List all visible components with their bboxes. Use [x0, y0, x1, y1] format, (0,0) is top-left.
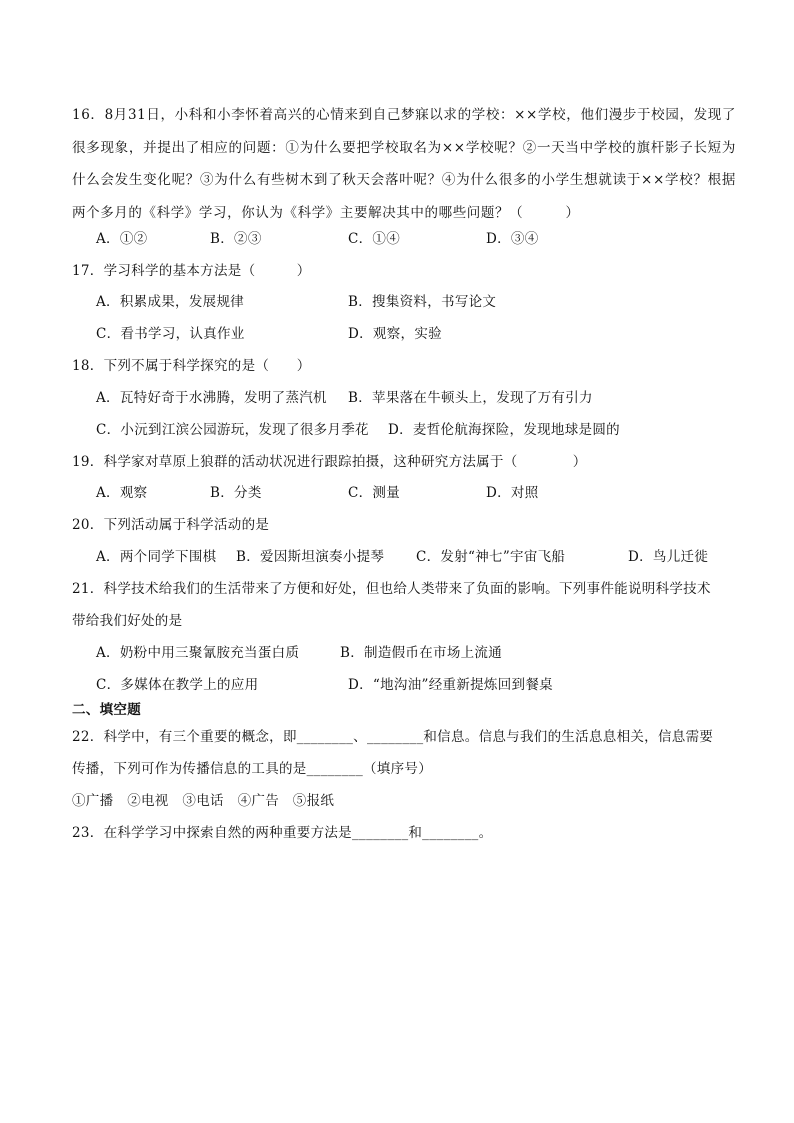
- q17-option-a: A．积累成果，发展规律: [96, 294, 245, 310]
- q21-option-b: B．制造假币在市场上流通: [340, 645, 503, 661]
- question-21-text-line1: 21．科学技术给我们的生活带来了方便和好处，但也给人类带来了负面的影响。下列事件能说明科学技术: [72, 581, 711, 597]
- q18-option-b: B．苹果落在牛顿头上，发现了万有引力: [348, 390, 593, 406]
- question-19-text: 19．科学家对草原上狼群的活动状况进行跟踪拍摄，这种研究方法属于（ ）: [72, 454, 587, 470]
- q18-option-c: C．小沅到江滨公园游玩，发现了很多月季花: [96, 422, 369, 438]
- q16-option-c: C．①④: [348, 231, 401, 247]
- q19-option-c: C．测量: [348, 485, 401, 501]
- question-23-text: 23．在科学学习中探索自然的两种重要方法是________和________。: [72, 825, 493, 841]
- q18-option-a: A．瓦特好奇于水沸腾，发明了蒸汽机: [96, 390, 327, 406]
- question-16-text: 16．8月31日，小科和小李怀着高兴的心情来到自己梦寐以求的学校：××学校，他们漫步于校园，发现了很多现象，并提出了相应的问题：①为什么要把学校取名为××学校呢？②一天当中学校的旗杆影子长短为什么会发生变化呢？③为什么有些树木到了秋天会落叶呢？④为什么很多的小学生想就读于××学校？根据两个多月的《科学》学习，你认为《科学》主要解决其中的哪些问题？（ ）: [72, 107, 736, 221]
- question-22-items: ①广播 ②电视 ③电话 ④广告 ⑤报纸: [72, 793, 335, 809]
- question-21-text-line2: 带给我们好处的是: [72, 613, 183, 629]
- question-20-text: 20．下列活动属于科学活动的是: [72, 517, 270, 533]
- q21-option-d: D．“地沟油”经重新提炼回到餐桌: [348, 677, 553, 693]
- q19-option-b: B．分类: [210, 485, 262, 501]
- q17-option-b: B．搜集资料，书写论文: [348, 294, 497, 310]
- q19-option-a: A．观察: [96, 485, 148, 501]
- q17-option-d: D．观察，实验: [348, 326, 442, 342]
- q16-option-a: A．①②: [96, 231, 148, 247]
- q20-option-b: B．爱因斯坦演奏小提琴: [236, 549, 385, 565]
- q20-option-c: C．发射“神七”宇宙飞船: [416, 549, 566, 565]
- q21-option-a: A．奶粉中用三聚氰胺充当蛋白质: [96, 645, 300, 661]
- q16-option-b: B．②③: [210, 231, 262, 247]
- q21-option-c: C．多媒体在教学上的应用: [96, 677, 259, 693]
- question-22-text-line2: 传播，下列可作为传播信息的工具的是________（填序号）: [72, 761, 432, 777]
- q18-option-d: D．麦哲伦航海探险，发现地球是圆的: [388, 422, 620, 438]
- q19-option-d: D．对照: [486, 485, 539, 501]
- q20-option-d: D．鸟儿迁徙: [628, 549, 709, 565]
- q20-option-a: A．两个同学下围棋: [96, 549, 217, 565]
- question-18-text: 18．下列不属于科学探究的是（ ）: [72, 358, 311, 374]
- q17-option-c: C．看书学习，认真作业: [96, 326, 245, 342]
- question-22-text-line1: 22．科学中，有三个重要的概念，即________、________和信息。信息与我们的生活息息相关，信息需要: [72, 729, 714, 745]
- question-17-text: 17．学习科学的基本方法是（ ）: [72, 263, 311, 279]
- q16-option-d: D．③④: [486, 231, 539, 247]
- section-title-fill-in: 二、填空题: [72, 702, 141, 718]
